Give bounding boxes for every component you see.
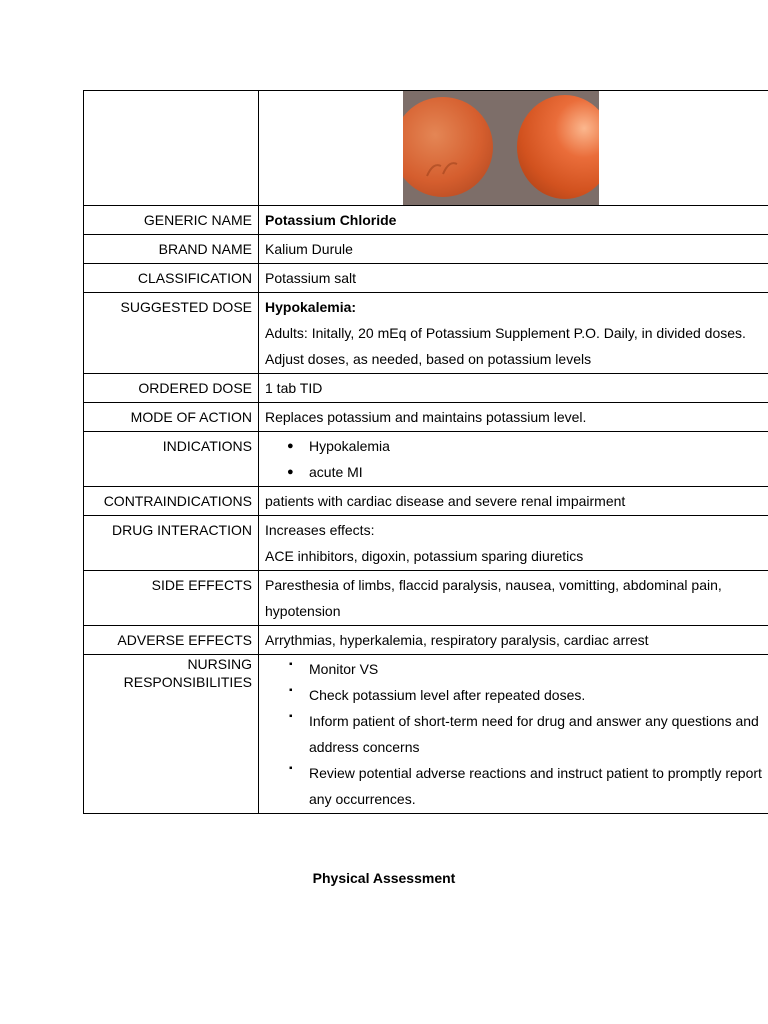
row-generic-name [84,206,768,235]
ordered-dose-value: 1 tab TID [259,374,768,403]
physical-assessment-title: Physical Assessment [312,870,456,886]
tablet-plain [517,95,599,199]
classification-value: Potassium salt [259,264,768,293]
row-nursing-responsibilities [84,655,768,814]
tablet-embossed [403,97,493,197]
nursing-value [259,655,768,814]
bullet-square-icon: ▪ [289,711,293,722]
row-ordered-dose [84,374,768,403]
drug-card-table [83,90,768,814]
contraindications-label: CONTRAINDICATIONS [84,487,259,516]
adverse-effects-label: ADVERSE EFFECTS [84,626,259,655]
suggested-dose-heading: Hypokalemia: [265,299,357,315]
contraindications-value: patients with cardiac disease and severe renal impairment [259,487,768,516]
row-adverse-effects [84,626,768,655]
brand-name-value: Kalium Durule [259,235,768,264]
nursing-list [265,656,768,812]
mode-of-action-label: MODE OF ACTION [84,403,259,432]
generic-name-label: GENERIC NAME [84,206,259,235]
list-item [289,656,768,682]
generic-name-value [259,206,768,235]
indications-label: INDICATIONS [84,432,259,487]
list-item-text: acute MI [309,464,363,480]
indications-value [259,432,768,487]
list-item-text: Monitor VS [309,661,379,677]
suggested-dose-text: Adults: Initally, 20 mEq of Potassium Supplement P.O. Daily, in divided doses. Adjust doses, as needed, based on potassium levels [265,325,746,367]
row-contraindications [84,487,768,516]
generic-name-text: Potassium Chloride [265,212,397,228]
adverse-effects-value: Arrythmias, hyperkalemia, respiratory paralysis, cardiac arrest [259,626,768,655]
list-item [289,682,768,708]
drug-interaction-line2: ACE inhibitors, digoxin, potassium sparing diuretics [265,548,584,564]
drug-interaction-label: DRUG INTERACTION [84,516,259,571]
empty-label-cell [84,91,259,206]
bullet-square-icon: ▪ [289,659,293,670]
row-brand-name [84,235,768,264]
list-item-text: Review potential adverse reactions and instruct patient to promptly report any occurrences. [309,765,762,807]
list-item-text: Hypokalemia [309,438,390,454]
emboss-marks [423,152,463,182]
row-side-effects [84,571,768,626]
row-suggested-dose [84,293,768,374]
mode-of-action-value: Replaces potassium and maintains potassium level. [259,403,768,432]
list-item-text: Inform patient of short-term need for drug and answer any questions and address concerns [309,713,759,755]
list-item [287,459,768,485]
drug-interaction-line1: Increases effects: [265,522,375,538]
row-drug-interaction [84,516,768,571]
ordered-dose-label: ORDERED DOSE [84,374,259,403]
bullet-square-icon: ▪ [289,685,293,696]
bullet-square-icon: ▪ [289,763,293,774]
row-indications [84,432,768,487]
list-item [289,760,768,812]
drug-photo [403,91,599,205]
row-mode-of-action [84,403,768,432]
row-classification [84,264,768,293]
brand-name-label: BRAND NAME [84,235,259,264]
nursing-label [84,655,259,814]
side-effects-label: SIDE EFFECTS [84,571,259,626]
image-row [84,91,768,206]
bullet-dot-icon: ● [287,466,294,478]
list-item [287,433,768,459]
nursing-label-line1: NURSING [187,656,252,672]
classification-label: CLASSIFICATION [84,264,259,293]
suggested-dose-value [259,293,768,374]
nursing-label-line2: RESPONSIBILITIES [123,674,252,690]
side-effects-value: Paresthesia of limbs, flaccid paralysis, nausea, vomitting, abdominal pain, hypotension [259,571,768,626]
bullet-dot-icon: ● [287,440,294,452]
drug-interaction-value [259,516,768,571]
suggested-dose-label: SUGGESTED DOSE [84,293,259,374]
list-item [289,708,768,760]
indications-list [265,433,768,485]
image-cell [259,91,768,206]
list-item-text: Check potassium level after repeated doses. [309,687,586,703]
